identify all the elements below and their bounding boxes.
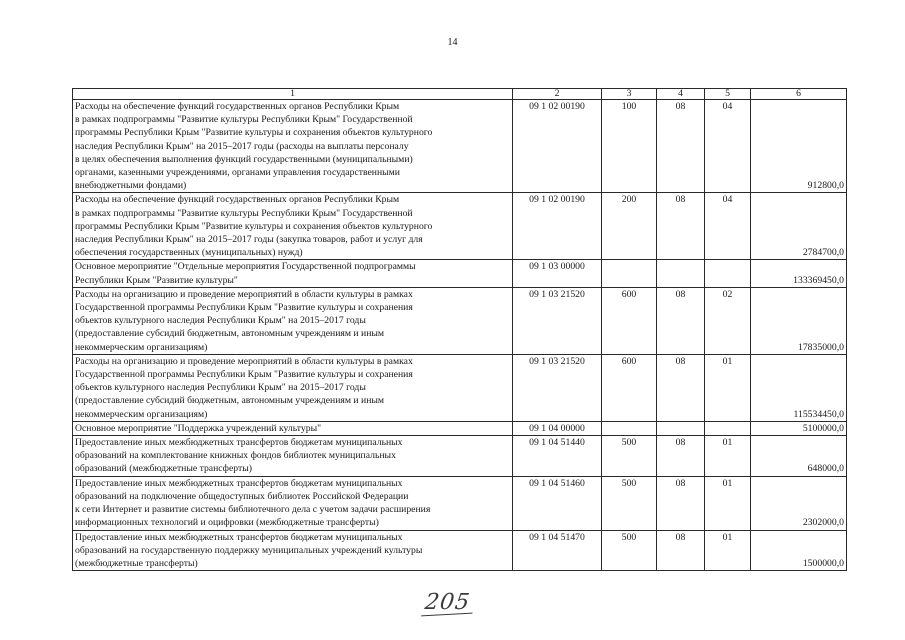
expense-name-cell: Основное мероприятие "Поддержка учреждений культуры"	[73, 421, 513, 435]
budget-code-cell: 09 1 02 00190	[513, 193, 602, 260]
subsection-cell: 04	[705, 100, 751, 193]
page-number: 14	[447, 37, 458, 48]
amount-cell: 648000,0	[751, 436, 847, 477]
table-row	[73, 100, 847, 193]
budget-code-cell: 09 1 03 21520	[513, 287, 602, 354]
subsection-cell: 01	[705, 476, 751, 530]
budget-code-cell: 09 1 03 00000	[513, 260, 602, 287]
section-cell	[657, 421, 705, 435]
table-row	[73, 530, 847, 571]
section-cell: 08	[657, 100, 705, 193]
table-row	[73, 354, 847, 421]
column-header: 5	[705, 89, 751, 100]
budget-code-cell: 09 1 02 00190	[513, 100, 602, 193]
section-cell: 08	[657, 287, 705, 354]
budget-code-cell: 09 1 04 51460	[513, 476, 602, 530]
expense-type-cell: 500	[602, 436, 657, 477]
section-cell	[657, 260, 705, 287]
amount-cell: 5100000,0	[751, 421, 847, 435]
expense-name-cell: Основное мероприятие "Отдельные мероприятия Государственной подпрограммы Республики Крым "Развитие культуры"	[73, 260, 513, 287]
section-cell: 08	[657, 436, 705, 477]
subsection-cell: 02	[705, 287, 751, 354]
column-header: 1	[73, 89, 513, 100]
table-row	[73, 193, 847, 260]
subsection-cell: 01	[705, 436, 751, 477]
expense-type-cell: 500	[602, 530, 657, 571]
amount-cell: 115534450,0	[751, 354, 847, 421]
column-header: 3	[602, 89, 657, 100]
table-row	[73, 436, 847, 477]
subsection-cell	[705, 421, 751, 435]
table-row	[73, 476, 847, 530]
budget-code-cell: 09 1 04 00000	[513, 421, 602, 435]
section-cell: 08	[657, 476, 705, 530]
budget-code-cell: 09 1 04 51470	[513, 530, 602, 571]
subsection-cell	[705, 260, 751, 287]
column-header: 2	[513, 89, 602, 100]
amount-cell: 133369450,0	[751, 260, 847, 287]
expense-name-cell: Расходы на обеспечение функций государственных органов Республики Крым в рамках подпрограммы "Развитие культуры Республики Крым" Государственной программы Республики Крым "Развитие культуры и сохранения объектов культурного наследия Республики Крым" на 2015–2017 годы (расходы на выплаты персоналу в целях обеспечения выполнения функций государственными (муниципальными) органами, казенными учреждениями, органами управления государственными внебюджетными фондами)	[73, 100, 513, 193]
budget-code-cell: 09 1 03 21520	[513, 354, 602, 421]
subsection-cell: 04	[705, 193, 751, 260]
column-header: 6	[751, 89, 847, 100]
subsection-cell: 01	[705, 354, 751, 421]
handwritten-page-number: 205	[423, 590, 472, 615]
expense-name-cell: Предоставление иных межбюджетных трансфертов бюджетам муниципальных образований на государственную поддержку муниципальных учреждений культуры (межбюджетные трансферты)	[73, 530, 513, 571]
expense-name-cell: Расходы на организацию и проведение мероприятий в области культуры в рамках Государственной программы Республики Крым "Развитие культуры и сохранения объектов культурного наследия Республики Крым" на 2015–2017 годы (предоставление субсидий бюджетным, автономным учреждениям и иным некоммерческим организациям)	[73, 354, 513, 421]
table-row	[73, 260, 847, 287]
column-header: 4	[657, 89, 705, 100]
expense-type-cell: 600	[602, 287, 657, 354]
expense-name-cell: Расходы на организацию и проведение мероприятий в области культуры в рамках Государственной программы Республики Крым "Развитие культуры и сохранения объектов культурного наследия Республики Крым" на 2015–2017 годы (предоставление субсидий бюджетным, автономным учреждениям и иным некоммерческим организациям)	[73, 287, 513, 354]
table-row	[73, 287, 847, 354]
expense-type-cell: 500	[602, 476, 657, 530]
expense-type-cell: 200	[602, 193, 657, 260]
expense-name-cell: Расходы на обеспечение функций государственных органов Республики Крым в рамках подпрограммы "Развитие культуры Республики Крым" Государственной программы Республики Крым "Развитие культуры и сохранения объектов культурного наследия Республики Крым" на 2015–2017 годы (закупка товаров, работ и услуг для обеспечения государственных (муниципальных) нужд)	[73, 193, 513, 260]
table-header-row	[73, 89, 847, 100]
section-cell: 08	[657, 193, 705, 260]
amount-cell: 2784700,0	[751, 193, 847, 260]
budget-table	[72, 88, 847, 571]
amount-cell: 912800,0	[751, 100, 847, 193]
expense-type-cell	[602, 260, 657, 287]
expense-type-cell: 600	[602, 354, 657, 421]
expense-name-cell: Предоставление иных межбюджетных трансфертов бюджетам муниципальных образований на подключение общедоступных библиотек Российской Федерации к сети Интернет и развитие системы библиотечного дела с учетом задачи расширения информационных технологий и оцифровки (межбюджетные трансферты)	[73, 476, 513, 530]
budget-code-cell: 09 1 04 51440	[513, 436, 602, 477]
expense-type-cell: 100	[602, 100, 657, 193]
table-row	[73, 421, 847, 435]
section-cell: 08	[657, 354, 705, 421]
expense-name-cell: Предоставление иных межбюджетных трансфертов бюджетам муниципальных образований на комплектование книжных фондов библиотек муниципальных образований (межбюджетные трансферты)	[73, 436, 513, 477]
amount-cell: 2302000,0	[751, 476, 847, 530]
expense-type-cell	[602, 421, 657, 435]
amount-cell: 17835000,0	[751, 287, 847, 354]
subsection-cell: 01	[705, 530, 751, 571]
section-cell: 08	[657, 530, 705, 571]
amount-cell: 1500000,0	[751, 530, 847, 571]
